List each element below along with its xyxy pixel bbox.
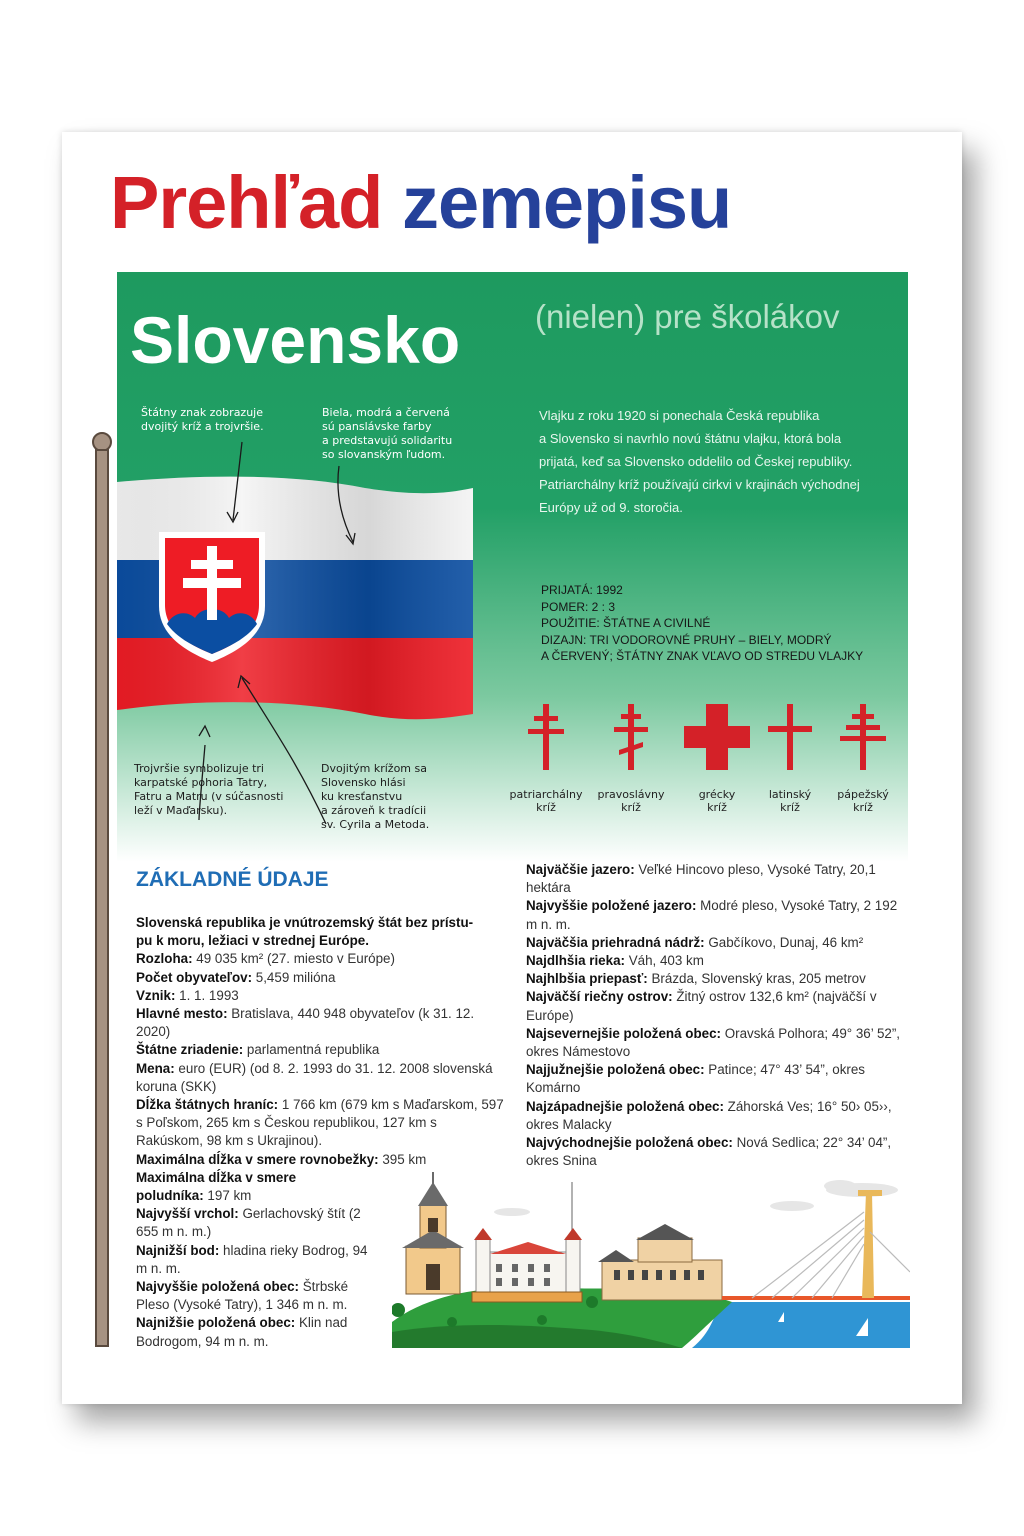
fact-row: Najväčší riečny ostrov: Žitný ostrov 132,6 km² (najväčší v Európe) (526, 989, 877, 1023)
cross-label: latinský kríž (768, 788, 812, 814)
basic-data-right (526, 861, 906, 1170)
fact-row: Najväčšie jazero: Veľké Hincovo pleso, Vysoké Tatry, 20,1 hektára (526, 862, 876, 896)
fact-row: Najhlbšia priepasť: Brázda, Slovenský kras, 205 metrov (526, 971, 866, 987)
fact-row: Najsevernejšie položená obec: Oravská Polhora; 49° 36’ 52”, okres Námestovo (526, 1025, 901, 1060)
papal-cross-icon (838, 702, 888, 772)
fact-row: Počet obyvateľov: 5,459 milióna (136, 969, 336, 985)
fact-row: Najvýchodnejšie položená obec: Nová Sedlica; 22° 34’ 04”, okres Snina (526, 1135, 892, 1169)
patriarchal-cross-icon (526, 702, 566, 772)
flag-fact: A ČERVENÝ; ŠTÁTNY ZNAK VĽAVO OD STREDU VLAJKY (541, 649, 864, 663)
cross-label: pravoslávny kríž (597, 788, 665, 814)
fact-row: Najzápadnejšie položená obec: Záhorská Ves; 16° 50› 05››, okres Malacky (526, 1098, 892, 1132)
poster-title (110, 160, 731, 245)
note-hills: Trojvršie symbolizuje tri karpatské pohoria Tatry, Fatru a Matru (v súčasnosti leží v Maďarsku). (134, 762, 284, 817)
country-name: Slovensko (130, 303, 461, 377)
basic-data-lead: Slovenská republika je vnútrozemský štát bez prístu- pu k moru, ležiaci v strednej Európe. (136, 915, 474, 949)
cross-label: grécky kríž (698, 788, 736, 814)
flag-history-text: Vlajku z roku 1920 si ponechala Česká republika a Slovensko si navrhlo novú štátnu vlajku, ktorá bola prijatá, keď sa Slovensko oddelilo od Českej republiky. Patriarchálny kríž používajú cirkvi v krajinách východnej Európy už od 9. storočia. (539, 408, 860, 515)
fact-row: Dĺžka štátnych hraníc: 1 766 km (679 km s Maďarskom, 597 s Poľskom, 265 km s Českou republikou, 127 km s Rakúskom, 98 km s Ukrajinou). (136, 1097, 504, 1149)
cross-orthodox (586, 702, 676, 814)
fact-row: Najvyšší vrchol: Gerlachovský štít (2 655 m n. m.) (136, 1206, 361, 1240)
cross-label: pápežský kríž (837, 788, 889, 814)
flag-fact: DIZAJN: TRI VODOROVNÉ PRUHY – BIELY, MODRÝ (541, 632, 832, 647)
hero-subtitle: (nielen) pre školákov (535, 298, 840, 335)
poster (62, 132, 962, 1404)
basic-data-heading: ZÁKLADNÉ ÚDAJE (136, 868, 329, 891)
fact-row: Mena: euro (EUR) (od 8. 2. 1993 do 31. 12. 2008 slovenská koruna (SKK) (136, 1060, 493, 1094)
fact-row: Hlavné mesto: Bratislava, 440 948 obyvateľov (k 31. 12. 2020) (136, 1006, 475, 1040)
note-coat-of-arms: Štátny znak zobrazuje dvojitý kríž a trojvršie. (141, 406, 264, 433)
fact-row: Štátne zriadenie: parlamentná republika (136, 1042, 380, 1058)
flag-fact: PRIJATÁ: 1992 (541, 583, 623, 597)
flag-facts (541, 582, 881, 665)
fact-row: Maximálna dĺžka v smere rovnobežky: 395 km (136, 1151, 427, 1167)
note-colors: Biela, modrá a červená sú panslávske farby a predstavujú solidaritu so slovanským ľudom. (322, 406, 453, 461)
title-part-2: zemepisu (401, 161, 732, 244)
fact-row: Najnižší bod: hladina rieky Bodrog, 94 m n. m. (136, 1242, 368, 1276)
fact-row: Najjužnejšie položená obec: Patince; 47° 43’ 54”, okres Komárno (526, 1062, 866, 1096)
greek-cross-icon (682, 702, 752, 772)
orthodox-cross-icon (611, 702, 651, 772)
fact-row: Najdlhšia rieka: Váh, 403 km (526, 953, 704, 969)
cross-papal (818, 702, 908, 814)
annotation-arrows (117, 412, 477, 842)
bratislava-skyline-illustration (392, 1172, 910, 1348)
title-part-1: Prehľad (110, 161, 383, 244)
fact-row: Najnižšie položená obec: Klin nad Bodrogom, 94 m n. m. (136, 1315, 348, 1349)
cross-label: patriarchálny kríž (509, 788, 583, 814)
flag-fact: POUŽITIE: ŠTÁTNE A CIVILNÉ (541, 616, 711, 630)
flagpole-icon (90, 432, 114, 1352)
flag-fact: POMER: 2 : 3 (541, 599, 616, 614)
cross-patriarchal (501, 702, 591, 814)
fact-row: Najvyššie položená obec: Štrbské Pleso (Vysoké Tatry), 1 346 m n. m. (136, 1279, 349, 1313)
fact-row: Najväčšia priehradná nádrž: Gabčíkovo, Dunaj, 46 km² (526, 934, 864, 950)
latin-cross-icon (765, 702, 815, 772)
fact-row: Vznik: 1. 1. 1993 (136, 987, 239, 1003)
note-double-cross: Dvojitým krížom sa Slovensko hlási ku kresťanstvu a zároveň k tradícii sv. Cyrila a Metoda. (321, 762, 430, 831)
fact-row: Rozloha: 49 035 km² (27. miesto v Európe) (136, 951, 395, 967)
fact-row: Maximálna dĺžka v smere poludníka: 197 km (136, 1169, 297, 1204)
fact-row: Najvyššie položené jazero: Modré pleso, Vysoké Tatry, 2 192 m n. m. (526, 898, 898, 932)
